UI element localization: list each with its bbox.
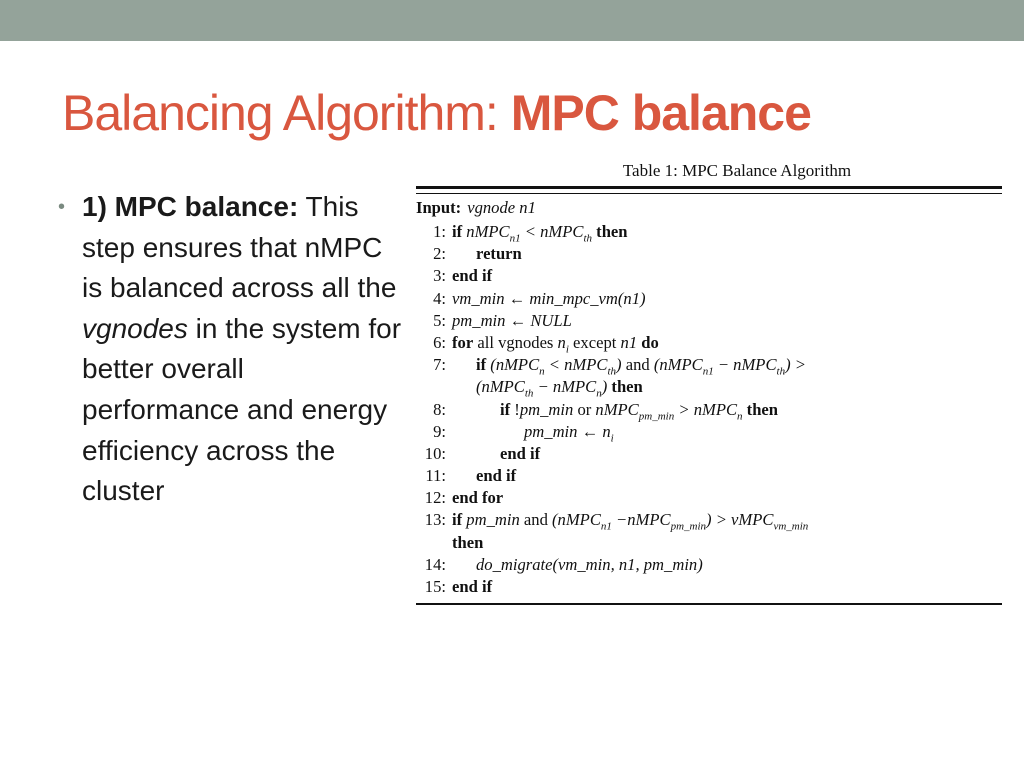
line-code — [452, 555, 703, 575]
code-segment: end if — [500, 443, 541, 463]
code-segment: ) — [616, 355, 622, 375]
code-segment: vm_min — [773, 520, 809, 533]
code-segment: nMPC — [595, 399, 639, 419]
code-segment: th — [607, 365, 617, 378]
algorithm-line — [416, 533, 1002, 555]
algorithm-line — [416, 400, 1002, 422]
code-segment: n1 — [600, 520, 612, 533]
line-code — [452, 422, 614, 444]
line-code — [452, 244, 522, 264]
algorithm-line — [416, 510, 1002, 532]
line-number: 5: — [433, 310, 446, 330]
algorithm-line — [416, 466, 1002, 488]
slide-title — [62, 84, 811, 142]
code-segment: nMPC — [462, 222, 510, 241]
line-code — [452, 377, 643, 399]
algorithm-line — [416, 377, 1002, 399]
code-segment: for — [452, 332, 474, 352]
code-segment: end if — [452, 266, 493, 286]
code-segment: ) — [601, 377, 608, 397]
line-number: 3: — [433, 266, 446, 286]
code-segment: (nMPC — [486, 355, 540, 375]
line-number: 8: — [433, 399, 446, 419]
algorithm-caption: Table 1: MPC Balance Algorithm — [622, 161, 852, 180]
bullet-lead: 1) MPC balance: — [82, 191, 299, 222]
line-code — [452, 311, 572, 331]
code-segment: pm_min — [519, 399, 574, 419]
line-code — [452, 510, 808, 532]
line-number: 15: — [424, 577, 446, 596]
code-segment: do_migrate(vm_min, n1, pm_min) — [476, 554, 703, 574]
algorithm-line — [416, 289, 1002, 311]
code-segment: i — [565, 343, 569, 356]
line-code — [452, 355, 806, 377]
line-number: 14: — [424, 554, 446, 574]
bullet-text — [82, 187, 408, 512]
code-segment: except — [568, 332, 621, 352]
code-segment: (nMPC — [552, 510, 601, 530]
code-segment: th — [524, 387, 534, 400]
line-code — [452, 444, 540, 464]
code-segment: n — [539, 365, 545, 378]
code-segment: or — [573, 399, 596, 419]
code-segment: if — [452, 222, 463, 241]
code-segment: if — [476, 355, 487, 375]
algorithm-line — [416, 222, 1002, 244]
code-segment: and — [519, 510, 553, 530]
code-segment: end for — [452, 488, 504, 508]
code-segment: pm_min — [462, 510, 520, 530]
code-segment: and — [621, 355, 654, 375]
code-segment: −nMPC — [611, 510, 671, 530]
bullet-emphasis: vgnodes — [82, 312, 188, 344]
algorithm-line — [416, 422, 1002, 444]
line-number: 7: — [433, 355, 446, 375]
code-segment: (nMPC — [653, 355, 703, 375]
code-segment: n1 — [509, 232, 521, 245]
line-code — [452, 466, 516, 486]
line-code — [452, 488, 503, 508]
code-segment: pm_min — [638, 409, 675, 422]
algorithm-line — [416, 555, 1002, 577]
code-segment: then — [452, 532, 484, 552]
code-segment: i — [610, 432, 614, 444]
code-segment: return — [476, 244, 522, 264]
code-segment: ) > — [785, 355, 806, 375]
code-segment: end if — [476, 466, 517, 486]
line-number: 10: — [424, 443, 446, 463]
algorithm-table — [416, 158, 1002, 605]
input-label: Input: — [416, 198, 462, 217]
code-segment: do — [641, 332, 659, 352]
algorithm-lines — [416, 194, 1002, 599]
code-segment: ! — [510, 399, 520, 419]
top-rule — [416, 186, 1002, 189]
algorithm-line — [416, 266, 1002, 288]
line-number: 13: — [424, 510, 446, 530]
code-segment: end if — [452, 577, 493, 596]
algorithm-line — [416, 444, 1002, 466]
code-segment: < nMPC — [544, 355, 608, 375]
code-segment: pm_min ← n — [524, 421, 611, 441]
code-segment: − nMPC — [533, 377, 597, 397]
code-segment: n — [557, 332, 566, 352]
code-segment: ) > vMPC — [706, 510, 774, 530]
algorithm-line — [416, 355, 1002, 377]
line-code — [452, 222, 628, 244]
code-segment: n1 — [620, 332, 642, 352]
line-code — [452, 266, 492, 286]
code-segment: < nMPC — [520, 222, 584, 241]
bullet-text-after: in the system for better overall performance and energy efficiency across the cluster — [82, 312, 402, 507]
algorithm-line — [416, 244, 1002, 266]
line-number: 2: — [433, 244, 446, 264]
code-segment: then — [592, 222, 628, 241]
code-segment: vm_min ← min_mpc_vm(n1) — [452, 288, 646, 308]
title-bold: MPC balance — [510, 85, 811, 141]
bullet-point — [58, 187, 408, 512]
line-number: 4: — [433, 288, 446, 308]
code-segment: − nMPC — [713, 355, 777, 375]
code-segment: all vgnodes — [473, 332, 558, 352]
code-segment: th — [776, 365, 786, 378]
line-number: 6: — [433, 332, 446, 352]
line-code — [452, 533, 483, 553]
line-number: 11: — [425, 466, 446, 486]
algorithm-line — [416, 577, 1002, 599]
code-segment: (nMPC — [476, 377, 525, 397]
code-segment: > nMPC — [674, 399, 738, 419]
code-segment: if — [500, 399, 511, 419]
algorithm-input-line — [416, 198, 1002, 222]
line-number: 12: — [424, 488, 446, 508]
code-segment: if — [452, 510, 463, 530]
line-code — [452, 289, 646, 309]
code-segment: n — [596, 387, 602, 400]
code-segment: n — [737, 409, 743, 422]
code-segment: then — [607, 377, 643, 397]
algorithm-line — [416, 311, 1002, 333]
bullet-text-before: This step ensures that nMPC is balanced across all the — [82, 191, 397, 304]
bottom-rule — [416, 603, 1002, 605]
code-segment: pm_min ← NULL — [452, 310, 572, 330]
line-code — [452, 333, 659, 355]
top-band — [0, 0, 1024, 41]
code-segment: n1 — [702, 365, 714, 378]
code-segment: th — [583, 232, 593, 245]
line-code — [452, 400, 778, 422]
line-code — [452, 577, 492, 597]
input-value: vgnode n1 — [467, 198, 536, 217]
title-regular: Balancing Algorithm: — [62, 85, 511, 141]
line-number: 1: — [433, 222, 446, 241]
bullet-icon: • — [58, 196, 66, 218]
line-number: 9: — [433, 421, 446, 441]
algorithm-line — [416, 488, 1002, 510]
algorithm-line — [416, 333, 1002, 355]
code-segment: pm_min — [670, 520, 707, 533]
code-segment: then — [742, 399, 779, 419]
